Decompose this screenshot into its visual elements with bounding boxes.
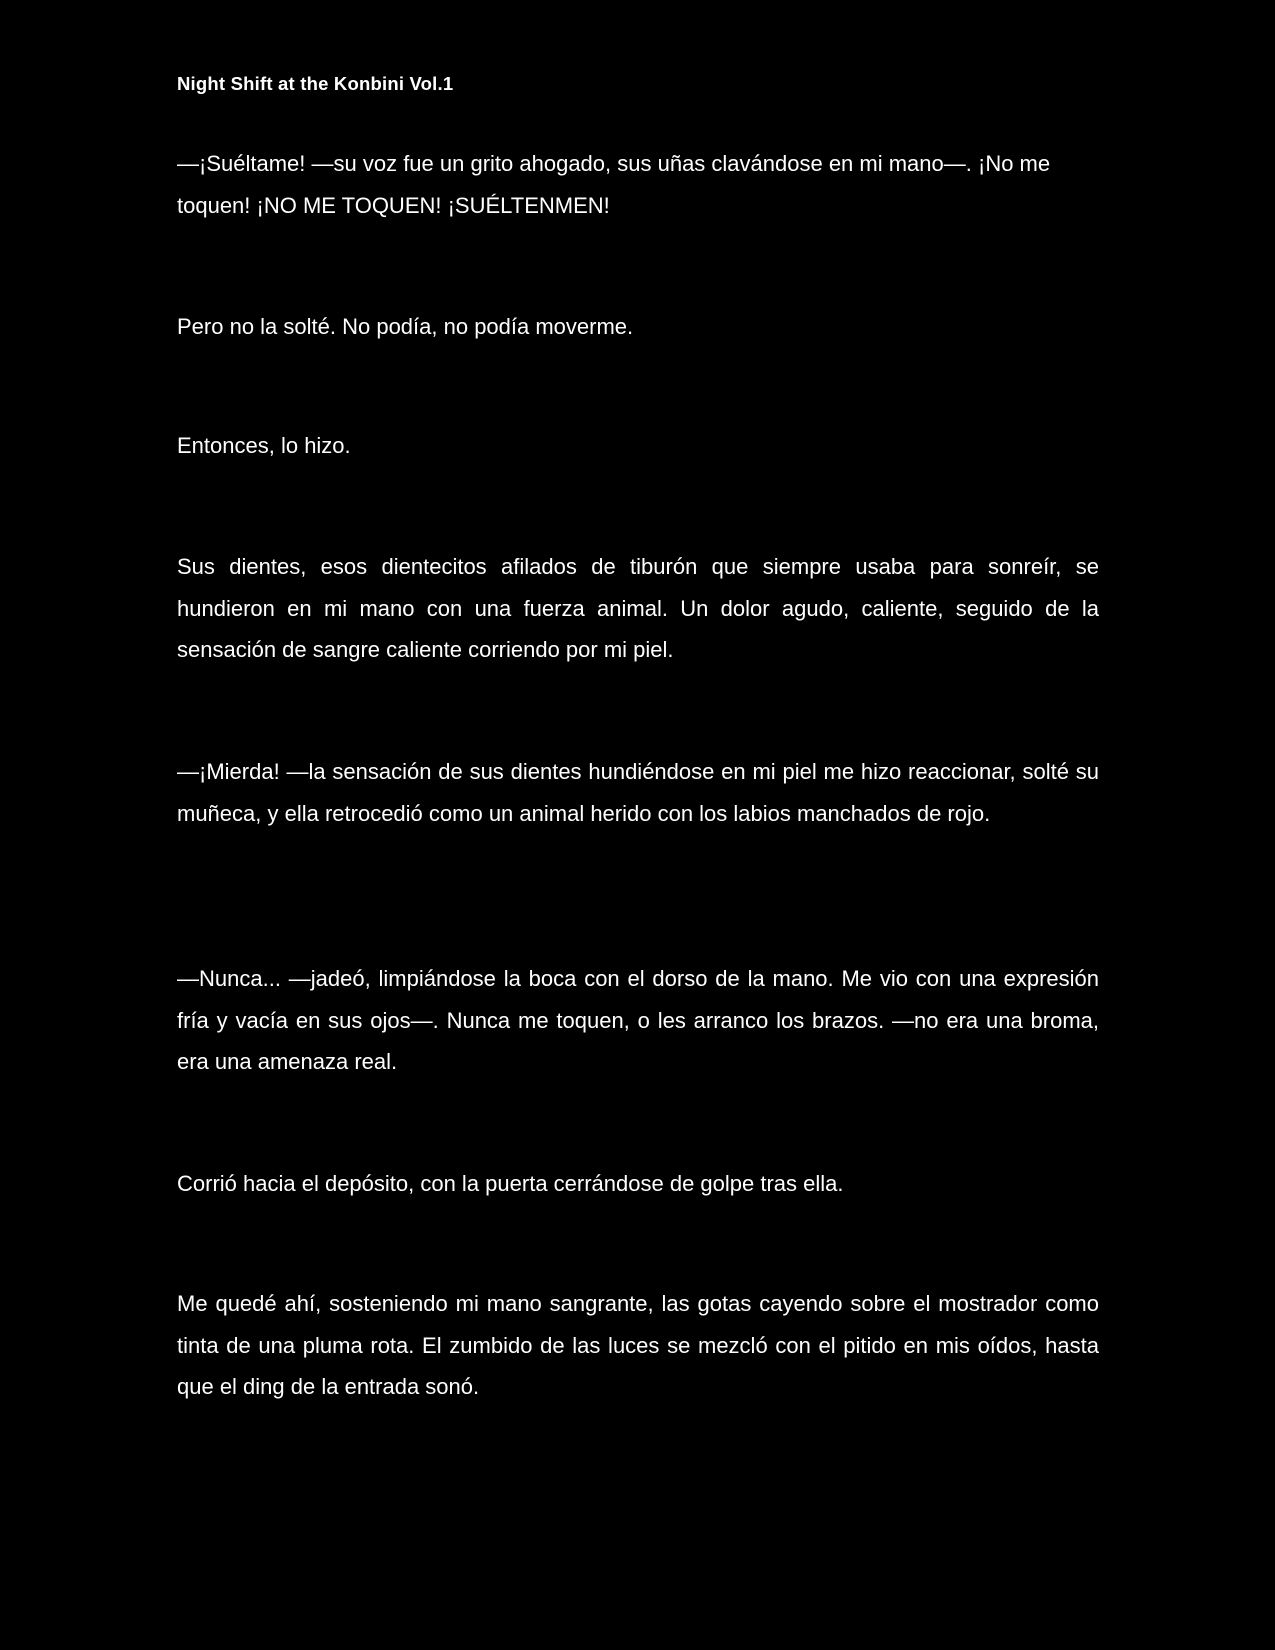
- paragraph-3: Entonces, lo hizo.: [177, 433, 351, 458]
- paragraph-2: Pero no la solté. No podía, no podía moverme.: [177, 314, 634, 339]
- paragraph-1: —¡Suéltame! —su voz fue un grito ahogado, sus uñas clavándose en mi mano—. ¡No me toquen! ¡NO ME TOQUEN! ¡SUÉLTENMEN!: [177, 151, 1051, 218]
- paragraph-7: Corrió hacia el depósito, con la puerta cerrándose de golpe tras ella.: [177, 1171, 844, 1196]
- paragraph-4: Sus dientes, esos dientecitos afilados de tiburón que siempre usaba para sonreír, se hundieron en mi mano con una fuerza animal. Un dolor agudo, caliente, seguido de la sensación de sangre caliente corriendo por mi piel.: [177, 554, 1099, 662]
- document-header-title: Night Shift at the Konbini Vol.1: [177, 73, 454, 94]
- paragraph-6: —Nunca... —jadeó, limpiándose la boca con el dorso de la mano. Me vio con una expresión fría y vacía en sus ojos—. Nunca me toquen, o les arranco los brazos. —no era una broma, era una amenaza real.: [177, 966, 1099, 1074]
- paragraph-5: —¡Mierda! —la sensación de sus dientes hundiéndose en mi piel me hizo reaccionar, solté su muñeca, y ella retrocedió como un animal herido con los labios manchados de rojo.: [177, 759, 1099, 826]
- paragraph-8: Me quedé ahí, sosteniendo mi mano sangrante, las gotas cayendo sobre el mostrador como tinta de una pluma rota. El zumbido de las luces se mezcló con el pitido en mis oídos, hasta que el ding de la entrada sonó.: [177, 1291, 1099, 1399]
